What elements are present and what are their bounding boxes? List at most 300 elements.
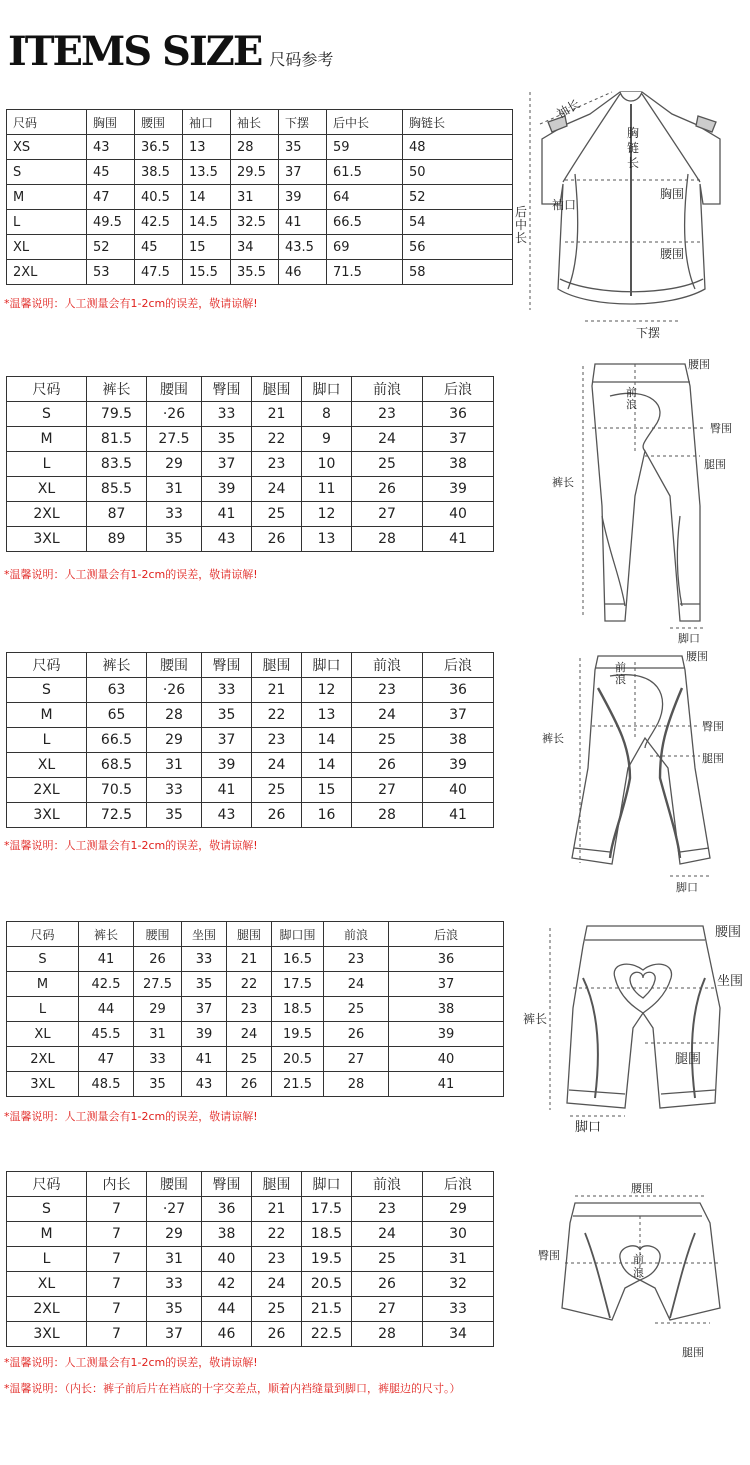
table-cell: 65 <box>87 703 147 728</box>
table-row <box>7 1072 504 1097</box>
column-header: 袖口 <box>183 110 231 135</box>
front-rise-char: 浪 <box>626 398 637 411</box>
table-row <box>7 1197 494 1222</box>
table-cell: 13 <box>183 135 231 160</box>
table-cell: 31 <box>231 185 279 210</box>
back-length-char: 中 <box>515 218 528 232</box>
table-cell: S <box>7 160 87 185</box>
table-cell: 26 <box>352 477 423 502</box>
chest-label: 胸围 <box>660 187 685 201</box>
ankle-label: 脚口 <box>678 632 700 645</box>
table-cell: 37 <box>423 427 494 452</box>
table-cell: L <box>7 728 87 753</box>
measurement-note: *温馨说明：人工测量会有1-2cm的误差，敬请谅解! <box>4 839 258 852</box>
table-cell: 15.5 <box>183 260 231 285</box>
waist-label: 腰围 <box>686 650 708 663</box>
chest-chain-char: 长 <box>627 156 640 170</box>
table-row <box>7 728 494 753</box>
table-row <box>7 1222 494 1247</box>
thigh-label: 腿围 <box>702 752 724 765</box>
table-cell: 61.5 <box>327 160 403 185</box>
length-label: 裤长 <box>552 476 574 489</box>
ankle-label: 脚口 <box>575 1120 602 1135</box>
table-cell: 21 <box>252 678 302 703</box>
table-cell: 18.5 <box>302 1222 352 1247</box>
table-cell: 3XL <box>7 1322 87 1347</box>
back-length-char: 长 <box>515 231 528 245</box>
table-cell: M <box>7 703 87 728</box>
table-row <box>7 1297 494 1322</box>
table-cell: 7 <box>87 1322 147 1347</box>
measurement-note: *温馨说明：人工测量会有1-2cm的误差，敬请谅解! <box>4 297 258 310</box>
column-header: 前浪 <box>352 377 423 402</box>
table-cell: 47 <box>79 1047 134 1072</box>
column-header: 坐围 <box>182 922 227 947</box>
table-cell: M <box>7 185 87 210</box>
table-cell: 17.5 <box>272 972 324 997</box>
table-cell: 44 <box>202 1297 252 1322</box>
column-header: 腿围 <box>252 377 302 402</box>
thigh-label: 腿围 <box>675 1052 702 1067</box>
table-cell: 46 <box>279 260 327 285</box>
table-cell: 21 <box>252 1197 302 1222</box>
table-cell: 36 <box>202 1197 252 1222</box>
table-cell: 2XL <box>7 502 87 527</box>
inseam-note: *温馨说明：（内长：裤子前后片在裆底的十字交差点，顺着内裆缝量到脚口，裤腿边的尺寸。） <box>4 1382 461 1395</box>
table-header-row <box>7 377 494 402</box>
table-cell: 15 <box>183 235 231 260</box>
table-cell: 39 <box>423 477 494 502</box>
column-header: 后浪 <box>423 377 494 402</box>
column-header: 尺码 <box>7 922 79 947</box>
table-cell: 13 <box>302 527 352 552</box>
column-header: 臀围 <box>202 1172 252 1197</box>
table-cell: 35 <box>182 972 227 997</box>
table-cell: 24 <box>352 1222 423 1247</box>
table-cell: 35.5 <box>231 260 279 285</box>
table-cell: 28 <box>352 803 423 828</box>
table-cell: 37 <box>423 703 494 728</box>
table-cell: 29 <box>147 452 202 477</box>
table-row <box>7 678 494 703</box>
table-cell: 45 <box>135 235 183 260</box>
table-cell: 39 <box>389 1022 504 1047</box>
table-cell: 42.5 <box>135 210 183 235</box>
table-cell: 37 <box>147 1322 202 1347</box>
table-cell: 7 <box>87 1222 147 1247</box>
table-cell: 24 <box>352 703 423 728</box>
sleeve-length-label: 袖长 <box>554 96 583 121</box>
table-cell: 24 <box>227 1022 272 1047</box>
table-cell: 37 <box>182 997 227 1022</box>
table-cell: 35 <box>147 1297 202 1322</box>
table-cell: 14 <box>302 753 352 778</box>
column-header: 裤长 <box>79 922 134 947</box>
table-cell: 39 <box>423 753 494 778</box>
table-cell: 31 <box>134 1022 182 1047</box>
table-cell: 52 <box>87 235 135 260</box>
table-cell: 33 <box>147 1272 202 1297</box>
table-cell: 21.5 <box>302 1297 352 1322</box>
table-cell: 32.5 <box>231 210 279 235</box>
waist-label: 腰围 <box>660 247 685 261</box>
table-cell: 13.5 <box>183 160 231 185</box>
front-rise-label <box>615 662 626 686</box>
shorts-size-table <box>6 921 504 1097</box>
table-cell: M <box>7 972 79 997</box>
column-header: 胸链长 <box>403 110 513 135</box>
table-cell: 52 <box>403 185 513 210</box>
column-header: 胸围 <box>87 110 135 135</box>
table-cell: 24 <box>324 972 389 997</box>
table-cell: 25 <box>352 452 423 477</box>
table-row <box>7 1272 494 1297</box>
table-cell: 2XL <box>7 1047 79 1072</box>
table-cell: 23 <box>352 402 423 427</box>
table-row <box>7 235 513 260</box>
hip-label: 臀围 <box>702 720 724 733</box>
chest-chain-label <box>627 126 639 171</box>
hip-label: 臀围 <box>538 1249 560 1262</box>
column-header: 腰围 <box>147 653 202 678</box>
table-cell: 27.5 <box>147 427 202 452</box>
table-cell: 48.5 <box>79 1072 134 1097</box>
table-cell: 7 <box>87 1247 147 1272</box>
table-header-row <box>7 110 513 135</box>
table-cell: 35 <box>147 527 202 552</box>
table-cell: 3XL <box>7 803 87 828</box>
table-cell: L <box>7 997 79 1022</box>
column-header: 后中长 <box>327 110 403 135</box>
table-cell: 53 <box>87 260 135 285</box>
hip-label: 臀围 <box>710 422 732 435</box>
knickers-size-table <box>6 652 494 828</box>
table-cell: 41 <box>79 947 134 972</box>
table-cell: 24 <box>352 427 423 452</box>
table-cell: 89 <box>87 527 147 552</box>
table-cell: 25 <box>324 997 389 1022</box>
table-cell: 38 <box>202 1222 252 1247</box>
shorts-diagram <box>523 918 750 1135</box>
cuff-label: 袖口 <box>552 198 577 212</box>
table-row <box>7 972 504 997</box>
table-cell: 24 <box>252 1272 302 1297</box>
chest-chain-char: 链 <box>627 141 640 155</box>
table-cell: 19.5 <box>302 1247 352 1272</box>
table-cell: 27.5 <box>134 972 182 997</box>
front-rise-char: 前 <box>615 661 626 674</box>
table-cell: 35 <box>202 703 252 728</box>
table-cell: 26 <box>252 1322 302 1347</box>
column-header: 脚口 <box>302 653 352 678</box>
table-header-row <box>7 653 494 678</box>
table-cell: XL <box>7 477 87 502</box>
table-row <box>7 703 494 728</box>
table-cell: 41 <box>423 803 494 828</box>
table-cell: 47 <box>87 185 135 210</box>
table-cell: 26 <box>252 527 302 552</box>
table-cell: 69 <box>327 235 403 260</box>
column-header: 尺码 <box>7 653 87 678</box>
thigh-label: 腿围 <box>704 458 726 471</box>
column-header: 腰围 <box>147 377 202 402</box>
measurement-note: *温馨说明：人工测量会有1-2cm的误差，敬请谅解! <box>4 1110 258 1123</box>
table-row <box>7 185 513 210</box>
table-cell: 33 <box>202 678 252 703</box>
seat-label: 坐围 <box>717 974 744 989</box>
column-header: 脚口 <box>302 377 352 402</box>
table-cell: 12 <box>302 678 352 703</box>
table-cell: 43 <box>202 527 252 552</box>
table-cell: 43 <box>87 135 135 160</box>
table-cell: 7 <box>87 1272 147 1297</box>
table-cell: 20.5 <box>302 1272 352 1297</box>
table-cell: 33 <box>147 502 202 527</box>
long-pants-size-table <box>6 376 494 552</box>
table-cell: 39 <box>279 185 327 210</box>
table-row <box>7 1247 494 1272</box>
column-header: 前浪 <box>352 653 423 678</box>
table-cell: 28 <box>231 135 279 160</box>
column-header: 腰围 <box>134 922 182 947</box>
table-cell: 37 <box>202 728 252 753</box>
table-cell: 7 <box>87 1197 147 1222</box>
table-cell: 3XL <box>7 1072 79 1097</box>
table-cell: 27 <box>352 778 423 803</box>
table-cell: 29 <box>423 1197 494 1222</box>
column-header: 尺码 <box>7 110 87 135</box>
table-row <box>7 502 494 527</box>
waist-label: 腰围 <box>631 1182 653 1195</box>
table-cell: 19.5 <box>272 1022 324 1047</box>
table-cell: 56 <box>403 235 513 260</box>
table-cell: 41 <box>279 210 327 235</box>
table-cell: 48 <box>403 135 513 160</box>
table-cell: 54 <box>403 210 513 235</box>
table-cell: 40 <box>389 1047 504 1072</box>
table-cell: 17.5 <box>302 1197 352 1222</box>
table-cell: S <box>7 947 79 972</box>
measurement-note: *温馨说明：人工测量会有1-2cm的误差，敬请谅解! <box>4 1356 258 1369</box>
length-label: 裤长 <box>542 732 564 745</box>
table-cell: S <box>7 1197 87 1222</box>
briefs-diagram <box>530 1178 750 1363</box>
table-cell: 24 <box>252 477 302 502</box>
page-subtitle: 尺码参考 <box>269 50 334 69</box>
table-cell: 23 <box>252 1247 302 1272</box>
table-cell: 31 <box>423 1247 494 1272</box>
table-cell: 23 <box>252 452 302 477</box>
table-row <box>7 477 494 502</box>
table-cell: 36.5 <box>135 135 183 160</box>
table-cell: 79.5 <box>87 402 147 427</box>
table-cell: 35 <box>147 803 202 828</box>
table-cell: 38 <box>423 728 494 753</box>
table-cell: 85.5 <box>87 477 147 502</box>
table-cell: 35 <box>279 135 327 160</box>
table-cell: 28 <box>352 527 423 552</box>
measurement-note: *温馨说明：人工测量会有1-2cm的误差，敬请谅解! <box>4 568 258 581</box>
table-cell: 23 <box>352 1197 423 1222</box>
table-cell: 87 <box>87 502 147 527</box>
column-header: 腰围 <box>147 1172 202 1197</box>
table-cell: 20.5 <box>272 1047 324 1072</box>
table-cell: 39 <box>182 1022 227 1047</box>
jersey-diagram <box>515 84 750 344</box>
table-row <box>7 803 494 828</box>
table-cell: 26 <box>352 753 423 778</box>
column-header: 后浪 <box>389 922 504 947</box>
table-cell: 22 <box>227 972 272 997</box>
table-cell: 2XL <box>7 1297 87 1322</box>
front-rise-char: 浪 <box>615 673 626 686</box>
table-cell: 41 <box>389 1072 504 1097</box>
table-cell: 38 <box>423 452 494 477</box>
table-cell: 33 <box>202 402 252 427</box>
table-cell: 24 <box>252 753 302 778</box>
column-header: 脚口 <box>302 1172 352 1197</box>
table-cell: 38 <box>389 997 504 1022</box>
table-row <box>7 1022 504 1047</box>
column-header: 前浪 <box>324 922 389 947</box>
table-cell: 25 <box>352 728 423 753</box>
page-title: ITEMS SIZE <box>8 28 262 75</box>
table-cell: 14 <box>183 185 231 210</box>
table-cell: 30 <box>423 1222 494 1247</box>
table-cell: 21 <box>227 947 272 972</box>
table-cell: 31 <box>147 477 202 502</box>
table-cell: 14 <box>302 728 352 753</box>
table-cell: 44 <box>79 997 134 1022</box>
table-cell: 45.5 <box>79 1022 134 1047</box>
table-row <box>7 1047 504 1072</box>
table-cell: 27 <box>324 1047 389 1072</box>
table-cell: 59 <box>327 135 403 160</box>
table-cell: 23 <box>324 947 389 972</box>
table-cell: 29.5 <box>231 160 279 185</box>
table-cell: 42.5 <box>79 972 134 997</box>
table-cell: 36 <box>389 947 504 972</box>
table-cell: 66.5 <box>87 728 147 753</box>
table-cell: 36 <box>423 402 494 427</box>
knickers-diagram <box>542 648 740 898</box>
table-cell: L <box>7 1247 87 1272</box>
table-cell: 28 <box>352 1322 423 1347</box>
table-row <box>7 452 494 477</box>
table-cell: 15 <box>302 778 352 803</box>
table-cell: 29 <box>147 1222 202 1247</box>
table-cell: ·26 <box>147 678 202 703</box>
table-cell: 72.5 <box>87 803 147 828</box>
table-cell: 31 <box>147 1247 202 1272</box>
table-cell: 37 <box>279 160 327 185</box>
front-rise-char: 前 <box>633 1253 644 1266</box>
table-cell: 63 <box>87 678 147 703</box>
table-cell: 43.5 <box>279 235 327 260</box>
table-cell: 47.5 <box>135 260 183 285</box>
table-cell: 29 <box>134 997 182 1022</box>
table-cell: 45 <box>87 160 135 185</box>
table-cell: 66.5 <box>327 210 403 235</box>
table-cell: 21 <box>252 402 302 427</box>
column-header: 袖长 <box>231 110 279 135</box>
table-cell: 23 <box>227 997 272 1022</box>
ankle-label: 脚口 <box>676 881 698 894</box>
table-cell: 41 <box>202 778 252 803</box>
column-header: 尺码 <box>7 1172 87 1197</box>
table-cell: XL <box>7 1272 87 1297</box>
table-cell: 29 <box>147 728 202 753</box>
waist-label: 腰围 <box>688 358 710 371</box>
table-cell: 25 <box>227 1047 272 1072</box>
table-cell: 41 <box>182 1047 227 1072</box>
table-cell: 83.5 <box>87 452 147 477</box>
table-cell: 40 <box>202 1247 252 1272</box>
table-row <box>7 135 513 160</box>
table-cell: 46 <box>202 1322 252 1347</box>
briefs-size-table <box>6 1171 494 1347</box>
table-cell: 26 <box>134 947 182 972</box>
hem-label: 下摆 <box>636 326 661 340</box>
table-cell: 11 <box>302 477 352 502</box>
table-row <box>7 160 513 185</box>
table-cell: 40.5 <box>135 185 183 210</box>
table-cell: 34 <box>423 1322 494 1347</box>
table-cell: L <box>7 210 87 235</box>
table-cell: XL <box>7 753 87 778</box>
table-cell: 25 <box>252 778 302 803</box>
thigh-label: 腿围 <box>682 1346 704 1359</box>
table-cell: 36 <box>423 678 494 703</box>
table-cell: 64 <box>327 185 403 210</box>
table-cell: 40 <box>423 502 494 527</box>
table-row <box>7 947 504 972</box>
table-cell: 42 <box>202 1272 252 1297</box>
page-header <box>8 28 333 75</box>
table-cell: 16 <box>302 803 352 828</box>
table-cell: 13 <box>302 703 352 728</box>
column-header: 臀围 <box>202 653 252 678</box>
column-header: 下摆 <box>279 110 327 135</box>
table-row <box>7 210 513 235</box>
table-cell: 25 <box>352 1247 423 1272</box>
column-header: 后浪 <box>423 653 494 678</box>
table-cell: 70.5 <box>87 778 147 803</box>
table-cell: 49.5 <box>87 210 135 235</box>
front-rise-char: 浪 <box>633 1266 644 1279</box>
table-cell: 38.5 <box>135 160 183 185</box>
table-cell: 33 <box>147 778 202 803</box>
table-cell: XL <box>7 235 87 260</box>
column-header: 裤长 <box>87 653 147 678</box>
length-label: 裤长 <box>523 1012 548 1026</box>
chest-chain-char: 胸 <box>627 126 640 140</box>
column-header: 内长 <box>87 1172 147 1197</box>
table-cell: ·26 <box>147 402 202 427</box>
table-cell: 21.5 <box>272 1072 324 1097</box>
table-cell: 25 <box>252 502 302 527</box>
table-cell: 16.5 <box>272 947 324 972</box>
long-pants-diagram <box>550 356 740 646</box>
table-row <box>7 753 494 778</box>
column-header: 后浪 <box>423 1172 494 1197</box>
table-cell: 40 <box>423 778 494 803</box>
table-cell: 33 <box>134 1047 182 1072</box>
table-cell: 35 <box>134 1072 182 1097</box>
column-header: 尺码 <box>7 377 87 402</box>
table-cell: S <box>7 402 87 427</box>
table-cell: 26 <box>324 1022 389 1047</box>
